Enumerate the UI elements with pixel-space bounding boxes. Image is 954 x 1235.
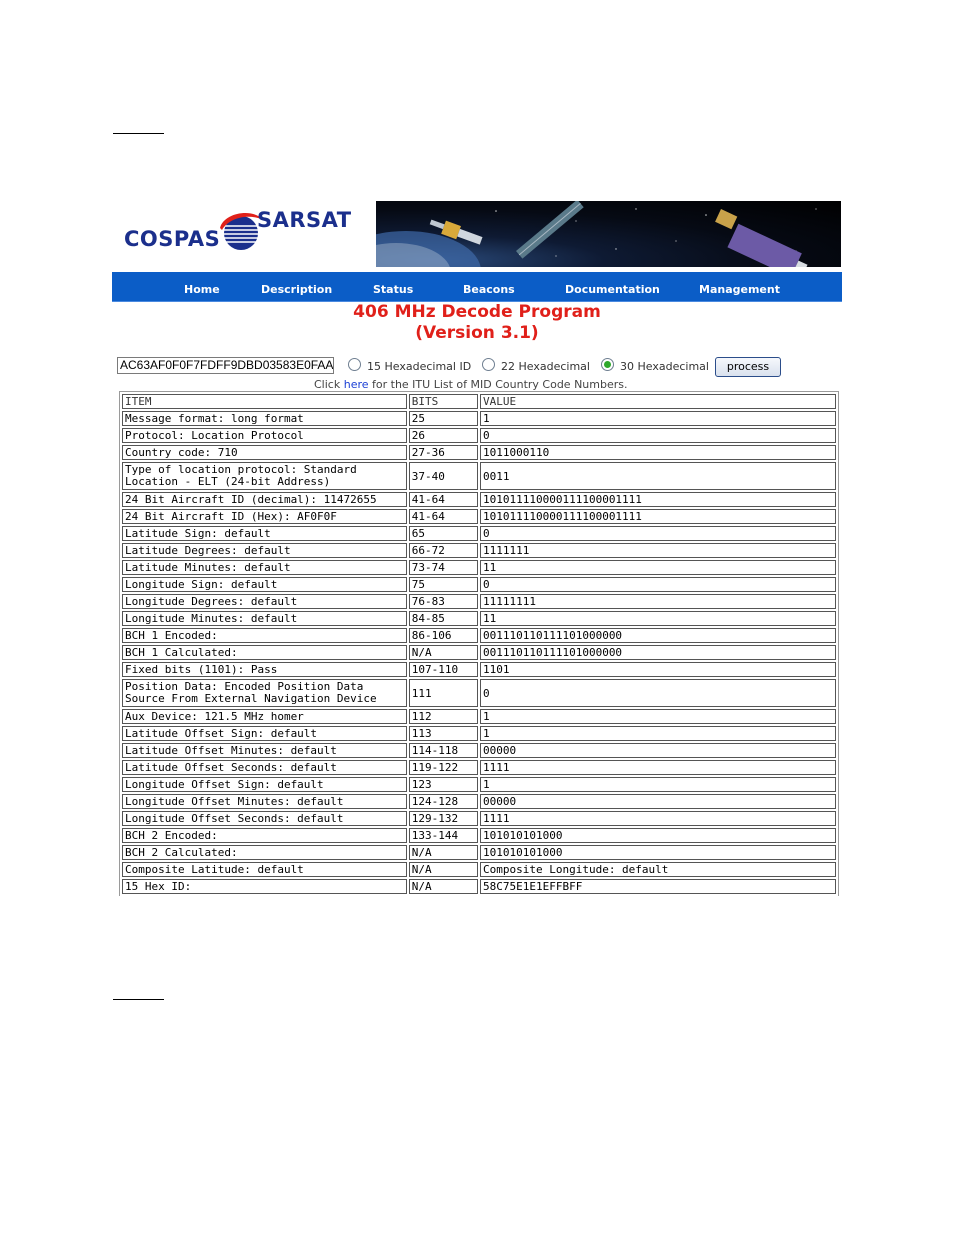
cell-value: 00000 [480,794,836,809]
cell-item: Type of location protocol: Standard Location - ELT (24-bit Address) [122,462,407,490]
cell-value: 0011 [480,462,836,490]
cell-bits: 113 [409,726,478,741]
cell-item: Latitude Sign: default [122,526,407,541]
decode-program-screenshot [112,200,842,896]
table-row [122,462,836,490]
cell-bits: 123 [409,777,478,792]
cell-bits: 133-144 [409,828,478,843]
cell-value: 101010101000 [480,845,836,860]
table-row [122,828,836,843]
cell-value: 1011000110 [480,445,836,460]
itu-prefix-text: Click [314,378,341,391]
table-row [122,662,836,677]
cell-value: 1 [480,777,836,792]
cell-item: 15 Hex ID: [122,879,407,894]
cell-bits: 41-64 [409,492,478,507]
cell-bits: 76-83 [409,594,478,609]
cell-bits: 27-36 [409,445,478,460]
cell-bits: 84-85 [409,611,478,626]
table-header-row [122,394,836,409]
nav-status[interactable]: Status [373,283,414,296]
cell-item: Protocol: Location Protocol [122,428,407,443]
process-button[interactable]: process [715,357,781,377]
header-bits: BITS [409,394,478,409]
page-version: (Version 3.1) [415,323,539,343]
table-row [122,428,836,443]
cell-bits: 107-110 [409,662,478,677]
cell-item: Longitude Sign: default [122,577,407,592]
cell-bits: N/A [409,845,478,860]
cell-bits: 111 [409,679,478,707]
page-title: 406 MHz Decode Program [353,302,601,322]
cell-item: Longitude Offset Seconds: default [122,811,407,826]
cell-bits: 86-106 [409,628,478,643]
cell-item: Latitude Offset Minutes: default [122,743,407,758]
cell-bits: 112 [409,709,478,724]
cell-bits: 75 [409,577,478,592]
cell-value: 11 [480,560,836,575]
cell-value: 1 [480,709,836,724]
table-row [122,811,836,826]
cell-value: 101010101000 [480,828,836,843]
cell-value: 001110110111101000000 [480,628,836,643]
itu-list-note [314,378,628,391]
main-navigation [112,272,842,302]
cell-bits: 37-40 [409,462,478,490]
cell-item: Longitude Degrees: default [122,594,407,609]
cell-value: 1111 [480,760,836,775]
cell-bits: 41-64 [409,509,478,524]
logo-sarsat-text: SARSAT [257,208,352,232]
header-item: ITEM [122,394,407,409]
cell-value: 0 [480,428,836,443]
cell-value: 1 [480,726,836,741]
cell-item: Latitude Minutes: default [122,560,407,575]
hex-input-field[interactable]: AC63AF0F0F7FDFF9DBD03583E0FAA [117,357,334,374]
table-row [122,794,836,809]
cell-bits: 129-132 [409,811,478,826]
cell-value: 58C75E1E1EFFBFF [480,879,836,894]
table-row [122,411,836,426]
table-row [122,594,836,609]
cell-value: 101011110000111100001111 [480,509,836,524]
cell-item: Position Data: Encoded Position Data Source From External Navigation Device [122,679,407,707]
cell-bits: 119-122 [409,760,478,775]
cell-bits: 114-118 [409,743,478,758]
table-row [122,760,836,775]
radio-22-hex[interactable] [482,358,495,371]
table-row [122,743,836,758]
cell-item: Longitude Minutes: default [122,611,407,626]
radio-15-hex-id[interactable] [348,358,361,371]
cell-value: 11 [480,611,836,626]
cell-value: 00000 [480,743,836,758]
cell-bits: 124-128 [409,794,478,809]
bottom-rule [113,999,164,1000]
table-row [122,845,836,860]
cell-value: 11111111 [480,594,836,609]
cospas-sarsat-logo [112,200,374,270]
nav-documentation[interactable]: Documentation [565,283,660,296]
cell-bits: N/A [409,862,478,877]
cell-item: 24 Bit Aircraft ID (decimal): 11472655 [122,492,407,507]
radio-30-hex-label: 30 Hexadecimal [620,360,709,373]
decode-results-table [119,391,839,896]
cell-value: 1101 [480,662,836,677]
nav-management[interactable]: Management [699,283,780,296]
cell-item: Message format: long format [122,411,407,426]
cell-item: Aux Device: 121.5 MHz homer [122,709,407,724]
table-row [122,709,836,724]
top-rule [113,133,164,134]
cell-bits: 66-72 [409,543,478,558]
table-row [122,577,836,592]
cell-bits: N/A [409,879,478,894]
table-row [122,777,836,792]
cell-value: 0 [480,679,836,707]
table-row [122,679,836,707]
radio-15-hex-id-label: 15 Hexadecimal ID [367,360,472,373]
cell-item: Country code: 710 [122,445,407,460]
cell-bits: 26 [409,428,478,443]
cell-item: Latitude Offset Seconds: default [122,760,407,775]
table-row [122,611,836,626]
cell-item: BCH 1 Calculated: [122,645,407,660]
cell-bits: 65 [409,526,478,541]
cell-bits: N/A [409,645,478,660]
satellite-banner-image [376,201,841,267]
cell-bits: 73-74 [409,560,478,575]
cell-value: 001110110111101000000 [480,645,836,660]
cell-value: Composite Longitude: default [480,862,836,877]
table-row [122,509,836,524]
itu-here-link[interactable]: here [343,378,369,391]
cell-value: 1 [480,411,836,426]
nav-description[interactable]: Description [261,283,333,296]
cell-item: Composite Latitude: default [122,862,407,877]
cell-value: 1111111 [480,543,836,558]
cell-value: 1111 [480,811,836,826]
table-row [122,492,836,507]
header-value: VALUE [480,394,836,409]
nav-home[interactable]: Home [184,283,220,296]
itu-suffix-text: for the ITU List of MID Country Code Numbers. [372,378,628,391]
cell-item: BCH 2 Encoded: [122,828,407,843]
cell-bits: 25 [409,411,478,426]
cell-item: Latitude Degrees: default [122,543,407,558]
cell-value: 101011110000111100001111 [480,492,836,507]
cell-item: Latitude Offset Sign: default [122,726,407,741]
cell-value: 0 [480,526,836,541]
cell-item: BCH 1 Encoded: [122,628,407,643]
table-row [122,628,836,643]
table-row [122,526,836,541]
site-header [112,200,842,270]
cell-item: BCH 2 Calculated: [122,845,407,860]
radio-22-hex-label: 22 Hexadecimal [501,360,590,373]
cell-value: 0 [480,577,836,592]
radio-30-hex[interactable] [601,358,614,371]
logo-cospas-text: COSPAS [124,227,221,251]
table-row [122,445,836,460]
nav-beacons[interactable]: Beacons [463,283,515,296]
table-row [122,560,836,575]
cell-item: Fixed bits (1101): Pass [122,662,407,677]
table-row [122,879,836,894]
cell-item: Longitude Offset Minutes: default [122,794,407,809]
table-row [122,543,836,558]
table-row [122,862,836,877]
cell-item: Longitude Offset Sign: default [122,777,407,792]
table-row [122,645,836,660]
table-row [122,726,836,741]
cell-item: 24 Bit Aircraft ID (Hex): AF0F0F [122,509,407,524]
